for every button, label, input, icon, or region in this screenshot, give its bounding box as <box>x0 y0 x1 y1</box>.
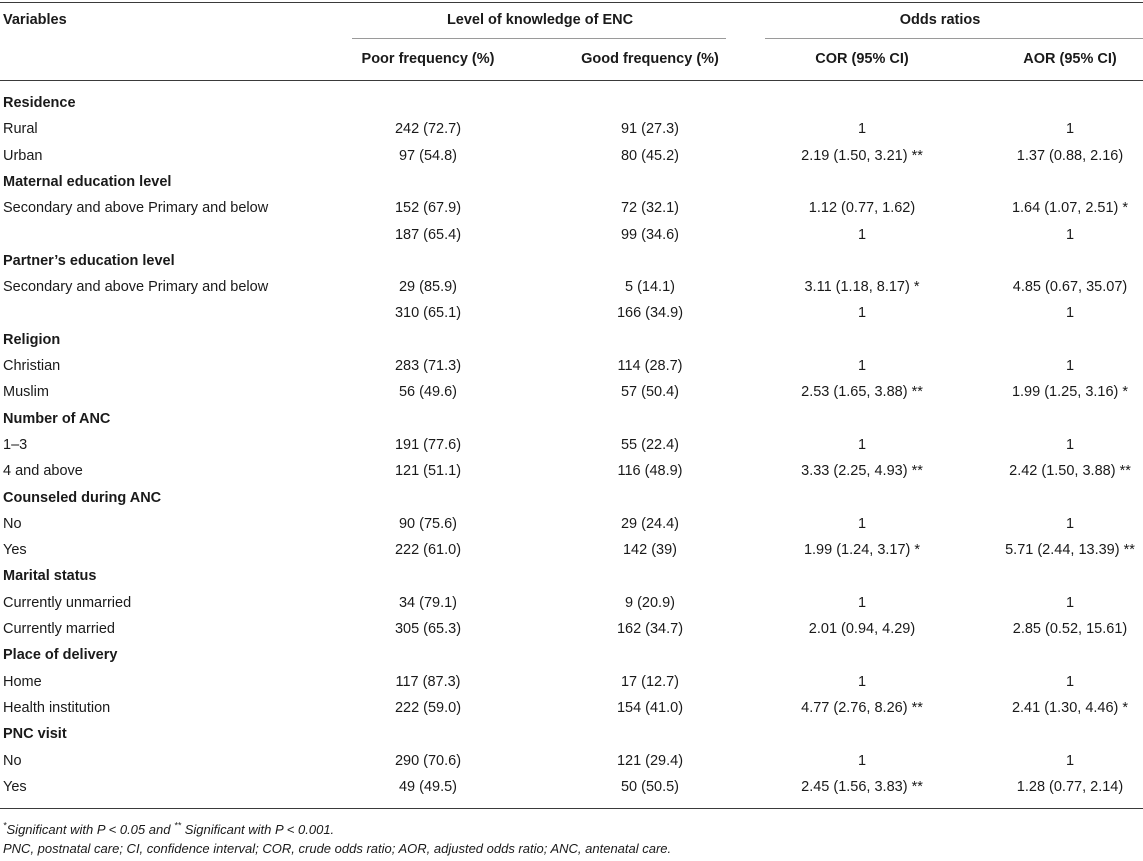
good-frequency-cell: 114 (28.7) <box>617 358 683 374</box>
cor-cell: 1 <box>857 516 867 532</box>
header-cor: COR (95% CI) <box>815 51 909 67</box>
section-heading: Number of ANC <box>3 411 111 427</box>
row-label: Home <box>3 674 42 690</box>
good-frequency-cell: 50 (50.5) <box>620 779 680 795</box>
poor-frequency-cell: 56 (49.6) <box>398 384 458 400</box>
aor-cell: 2.85 (0.52, 15.61) <box>1012 621 1128 637</box>
significance-footnote <box>3 822 334 838</box>
aor-cell: 1.64 (1.07, 2.51) * <box>1011 200 1129 216</box>
row-label: Urban <box>3 148 43 164</box>
row-label: Yes <box>3 779 27 795</box>
row-label: No <box>3 753 22 769</box>
table-bottom-rule <box>0 808 1143 809</box>
aor-cell: 1 <box>1065 121 1075 137</box>
aor-cell: 1 <box>1065 227 1075 243</box>
good-frequency-cell: 17 (12.7) <box>620 674 680 690</box>
good-frequency-cell: 80 (45.2) <box>620 148 680 164</box>
poor-frequency-cell: 191 (77.6) <box>394 437 462 453</box>
cor-cell: 2.45 (1.56, 3.83) ** <box>801 779 923 795</box>
row-label: Rural <box>3 121 38 137</box>
aor-cell: 1 <box>1065 674 1075 690</box>
good-frequency-cell: 121 (29.4) <box>616 753 684 769</box>
good-frequency-cell: 29 (24.4) <box>620 516 680 532</box>
cor-cell: 1 <box>857 358 867 374</box>
cor-cell: 4.77 (2.76, 8.26) ** <box>801 700 923 716</box>
row-label: Currently unmarried <box>3 595 132 611</box>
aor-cell: 1 <box>1065 358 1075 374</box>
poor-frequency-cell: 242 (72.7) <box>394 121 462 137</box>
cor-cell: 1 <box>857 437 867 453</box>
header-aor: AOR (95% CI) <box>1023 51 1117 67</box>
header-variables: Variables <box>3 12 67 28</box>
header-odds-group: Odds ratios <box>899 12 981 28</box>
good-frequency-cell: 99 (34.6) <box>620 227 680 243</box>
poor-frequency-cell: 283 (71.3) <box>394 358 462 374</box>
cor-cell: 1 <box>857 595 867 611</box>
header-poor: Poor frequency (%) <box>361 51 495 67</box>
cor-cell: 1 <box>857 121 867 137</box>
poor-frequency-cell: 290 (70.6) <box>394 753 462 769</box>
sig-text-1: Significant with P < 0.05 and <box>6 822 175 837</box>
row-label: Muslim <box>3 384 49 400</box>
cor-cell: 1 <box>857 227 867 243</box>
poor-frequency-cell: 121 (51.1) <box>394 463 462 479</box>
aor-cell: 1.99 (1.25, 3.16) * <box>1011 384 1129 400</box>
good-frequency-cell: 142 (39) <box>622 542 678 558</box>
section-heading: Counseled during ANC <box>3 490 162 506</box>
row-label: Currently married <box>3 621 115 637</box>
poor-frequency-cell: 305 (65.3) <box>394 621 462 637</box>
good-frequency-cell: 72 (32.1) <box>620 200 680 216</box>
header-bottom-rule <box>0 80 1143 81</box>
poor-frequency-cell: 97 (54.8) <box>398 148 458 164</box>
cor-cell: 2.53 (1.65, 3.88) ** <box>801 384 923 400</box>
cor-cell: 3.33 (2.25, 4.93) ** <box>801 463 923 479</box>
section-heading: Partner’s education level <box>3 253 175 269</box>
sig-star-2: ** <box>174 820 182 831</box>
row-label: Health institution <box>3 700 111 716</box>
aor-cell: 1 <box>1065 516 1075 532</box>
good-frequency-cell: 91 (27.3) <box>620 121 680 137</box>
row-label: Secondary and above Primary and below <box>3 200 269 216</box>
cor-cell: 1.99 (1.24, 3.17) * <box>803 542 921 558</box>
abbreviations-footnote: PNC, postnatal care; CI, confidence interval; COR, crude odds ratio; AOR, adjusted odds ratio; ANC, antenatal care. <box>3 841 672 856</box>
row-label: Secondary and above Primary and below <box>3 279 269 295</box>
row-label: Yes <box>3 542 27 558</box>
good-frequency-cell: 162 (34.7) <box>616 621 684 637</box>
aor-cell: 1.37 (0.88, 2.16) <box>1016 148 1124 164</box>
cor-cell: 1 <box>857 753 867 769</box>
poor-frequency-cell: 117 (87.3) <box>395 674 461 690</box>
aor-cell: 1.28 (0.77, 2.14) <box>1016 779 1124 795</box>
section-heading: PNC visit <box>3 726 67 742</box>
row-label: Christian <box>3 358 61 374</box>
row-label: 1–3 <box>3 437 28 453</box>
poor-frequency-cell: 29 (85.9) <box>398 279 458 295</box>
header-good: Good frequency (%) <box>581 51 719 67</box>
odds-group-rule <box>765 38 1143 39</box>
aor-cell: 1 <box>1065 437 1075 453</box>
section-heading: Marital status <box>3 568 97 584</box>
poor-frequency-cell: 310 (65.1) <box>394 305 462 321</box>
header-level-group: Level of knowledge of ENC <box>446 12 634 28</box>
good-frequency-cell: 116 (48.9) <box>617 463 683 479</box>
sig-text-2: Significant with P < 0.001. <box>181 822 335 837</box>
aor-cell: 1 <box>1065 305 1075 321</box>
good-frequency-cell: 57 (50.4) <box>620 384 680 400</box>
aor-cell: 1 <box>1065 595 1075 611</box>
row-label: No <box>3 516 22 532</box>
aor-cell: 2.42 (1.50, 3.88) ** <box>1009 463 1131 479</box>
cor-cell: 1 <box>857 674 867 690</box>
poor-frequency-cell: 222 (61.0) <box>394 542 462 558</box>
aor-cell: 5.71 (2.44, 13.39) ** <box>1005 542 1135 558</box>
good-frequency-cell: 55 (22.4) <box>620 437 680 453</box>
good-frequency-cell: 9 (20.9) <box>625 595 675 611</box>
level-group-rule <box>352 38 726 39</box>
cor-cell: 1 <box>857 305 867 321</box>
poor-frequency-cell: 90 (75.6) <box>398 516 458 532</box>
cor-cell: 2.19 (1.50, 3.21) ** <box>801 148 923 164</box>
table-top-rule <box>0 2 1143 3</box>
good-frequency-cell: 5 (14.1) <box>625 279 675 295</box>
poor-frequency-cell: 152 (67.9) <box>394 200 462 216</box>
aor-cell: 2.41 (1.30, 4.46) * <box>1011 700 1129 716</box>
section-heading: Place of delivery <box>3 647 118 663</box>
row-label: 4 and above <box>3 463 83 479</box>
section-heading: Residence <box>3 95 76 111</box>
aor-cell: 1 <box>1065 753 1075 769</box>
good-frequency-cell: 166 (34.9) <box>616 305 684 321</box>
section-heading: Religion <box>3 332 61 348</box>
cor-cell: 3.11 (1.18, 8.17) * <box>804 279 920 295</box>
section-heading: Maternal education level <box>3 174 172 190</box>
poor-frequency-cell: 34 (79.1) <box>398 595 458 611</box>
poor-frequency-cell: 49 (49.5) <box>398 779 458 795</box>
sig-star: * <box>3 820 7 831</box>
good-frequency-cell: 154 (41.0) <box>616 700 684 716</box>
poor-frequency-cell: 222 (59.0) <box>394 700 462 716</box>
aor-cell: 4.85 (0.67, 35.07) <box>1012 279 1128 295</box>
cor-cell: 1.12 (0.77, 1.62) <box>808 200 916 216</box>
cor-cell: 2.01 (0.94, 4.29) <box>808 621 916 637</box>
poor-frequency-cell: 187 (65.4) <box>394 227 462 243</box>
